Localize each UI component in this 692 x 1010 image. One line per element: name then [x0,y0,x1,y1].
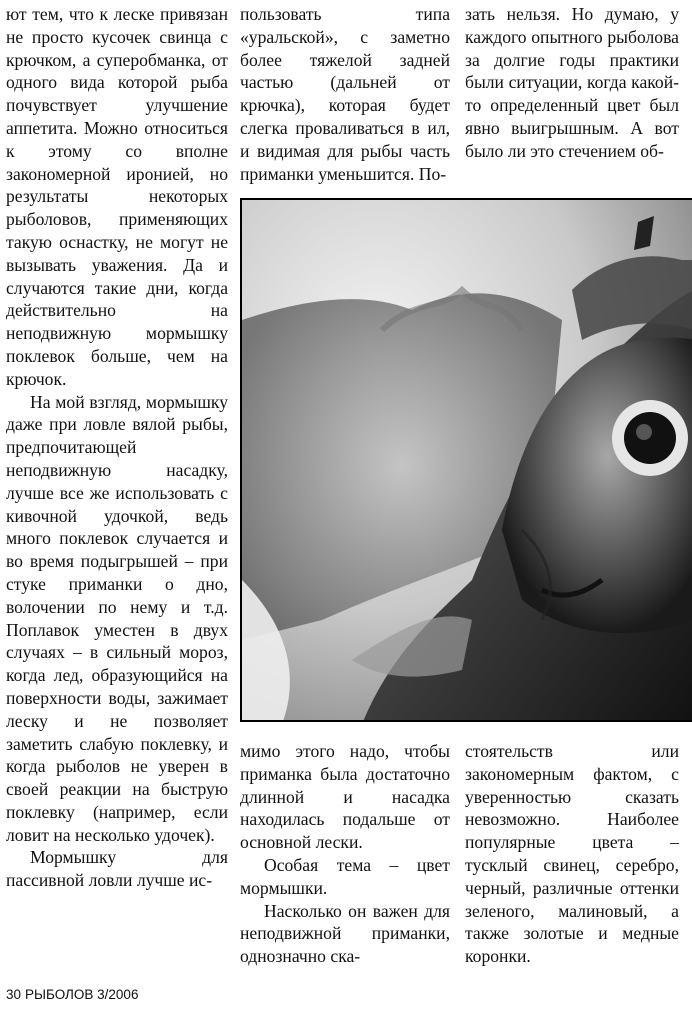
column-2-bottom [240,740,450,968]
paragraph: На мой взгляд, мормышку даже при ловле вялой рыбы, предпочитающей неподвижную насадку, лучше все же использовать с кивочной удочкой, ведь много поклевок случается и во время подыгрышей – при стуке приманки о дно, волочении по нему и т.д. Поплавок уместен в двух случаях – в сильный мороз, когда лед, образующийся на поверхности воды, зажимает леску и не позволяет заметить слабую поклевку, и когда рыболов не уверен в своей реакции на быструю поклевку (например, если ловит на несколько удочек). [6,391,228,845]
fish-photo [240,198,692,722]
paragraph: ют тем, что к леске привязан не просто кусочек свинца с крючком, а суперобманка, от одного вида которой рыба почувствует улучшение аппетита. Можно относиться к этому со вполне закономерной иронией, но результаты некоторых рыболовов, применяющих такую оснастку, не могут не вызывать уважения. Да и случаются такие дни, когда действительно на неподвижную мормышку поклевок больше, чем на крючок. [6,4,228,389]
column-3-top [465,3,679,163]
column-3-bottom [465,740,679,968]
page-footer [6,987,142,1002]
paragraph: Насколько он важен для неподвижной приманки, однозначно ска- [240,900,450,967]
column-2-top [240,3,450,185]
paragraph: мимо этого надо, чтобы приманка была достаточно длинной и насадка находилась подальше от основной лески. [240,741,450,853]
paragraph: пользовать типа «уральской», с заметно более тяжелой задней частью (дальней от крючка), которая будет слегка проваливаться в ил, и видимая для рыбы часть приманки уменьшится. По- [240,4,450,184]
paragraph: зать нельзя. Но думаю, у каждого опытного рыболова за долгие годы практики были ситуации, когда какой-то определенный цвет был явно выигрышным. А вот было ли это стечением об- [465,4,679,161]
paragraph: Мормышку для пассивной ловли лучше ис- [6,847,228,891]
paragraph: Особая тема – цвет мормышки. [240,854,450,898]
magazine-name: РЫБОЛОВ 3/2006 [25,987,139,1002]
paragraph: стоятельств или закономерным фактом, с уверенностью сказать невозможно. Наиболее популярные цвета – тусклый свинец, серебро, черный, различные оттенки зеленого, малиновый, а также золотые и медные коронки. [465,741,679,967]
page-number: 30 [6,987,22,1002]
column-1 [6,3,228,892]
